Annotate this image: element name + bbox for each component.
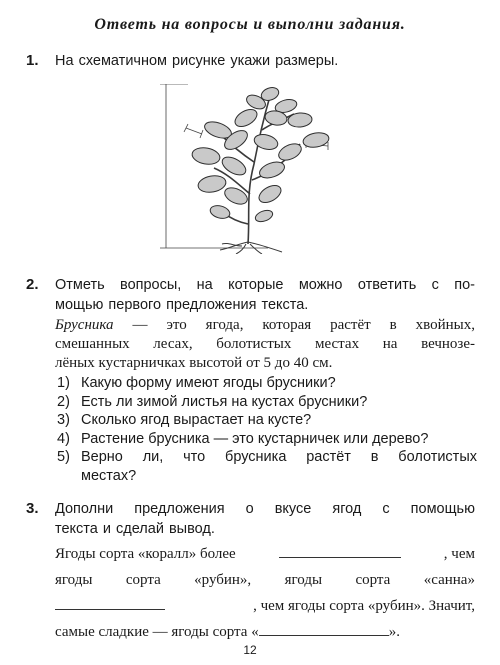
task-2-text: [55, 276, 475, 315]
fill-text: , чем: [443, 546, 475, 562]
option-number: 2): [57, 393, 70, 410]
fill-word: сорта: [355, 572, 391, 588]
answer-option[interactable]: [57, 430, 477, 449]
task-2-text-line: мощью первого предложения текста.: [55, 296, 309, 313]
option-number: 3): [57, 412, 70, 428]
fill-in-sentences: [55, 541, 475, 645]
task-1-text: На схематичном рисунке укажи размеры.: [55, 53, 339, 69]
option-text: Сколько ягод вырастает на кусте?: [81, 412, 312, 428]
task-3-number: 3.: [26, 500, 39, 517]
passage-line-1-rest: — это ягода, которая растёт в хвойных,: [113, 317, 475, 333]
option-text: Есть ли зимой листья на кустах брусники?: [81, 393, 368, 410]
option-text-continued: местах?: [81, 467, 137, 484]
fill-text: ».: [388, 624, 400, 640]
task-2-text-line: Отметь вопросы, на которые можно ответить с по-: [55, 277, 475, 293]
answer-blank-2[interactable]: [55, 597, 165, 610]
answer-option[interactable]: [57, 393, 477, 412]
option-number: 1): [57, 375, 70, 391]
fill-line-1: [55, 541, 475, 567]
option-number: 4): [57, 430, 70, 447]
fill-line-4: [55, 619, 475, 645]
task-3-text-line: текста и сделай вывод.: [55, 520, 215, 537]
passage-line-1: [55, 316, 475, 335]
option-text: Какую форму имеют ягоды брусники?: [81, 375, 336, 391]
passage-line-3: лёных кустарничках высотой от 5 до 40 см.: [55, 355, 333, 371]
answer-blank-1[interactable]: [279, 545, 401, 558]
option-text: Верно ли, что брусника растёт в болотистых: [81, 449, 477, 465]
task-2-number: 2.: [26, 276, 39, 293]
fill-word: ягоды: [284, 572, 323, 588]
task-3-text: [55, 500, 475, 539]
fill-word: «рубин»,: [194, 572, 252, 588]
answer-option[interactable]: [57, 374, 477, 393]
fill-text: самые сладкие — ягоды сорта «: [55, 624, 259, 640]
reading-passage: [55, 316, 475, 373]
passage-term: Брусника: [55, 317, 114, 333]
answer-option[interactable]: [57, 411, 477, 430]
fill-word: сорта: [125, 572, 161, 588]
option-number: 5): [57, 449, 70, 465]
lingonberry-plant-illustration: [158, 84, 338, 254]
option-text: Растение брусника — это кустарничек или дерево?: [81, 430, 429, 447]
fill-line-3: [55, 593, 475, 619]
passage-line-2: смешанных лесах, болотистых местах на вечнозе-: [55, 336, 475, 352]
task-1-number: 1.: [26, 52, 39, 69]
task-3-text-line: Дополни предложения о вкусе ягод с помощью: [55, 501, 475, 517]
fill-line-2: [55, 567, 475, 593]
fill-text: , чем ягоды сорта «рубин». Значит,: [253, 598, 475, 614]
fill-text: Ягоды сорта «коралл» более: [55, 546, 236, 562]
fill-word: ягоды: [55, 572, 93, 588]
answer-option[interactable]: [57, 448, 477, 485]
section-heading: Ответь на вопросы и выполни задания.: [94, 16, 406, 33]
answer-blank-3[interactable]: [259, 623, 389, 636]
fill-word: «санна»: [423, 572, 475, 588]
page-number: 12: [243, 643, 257, 657]
answer-options: [57, 374, 477, 485]
